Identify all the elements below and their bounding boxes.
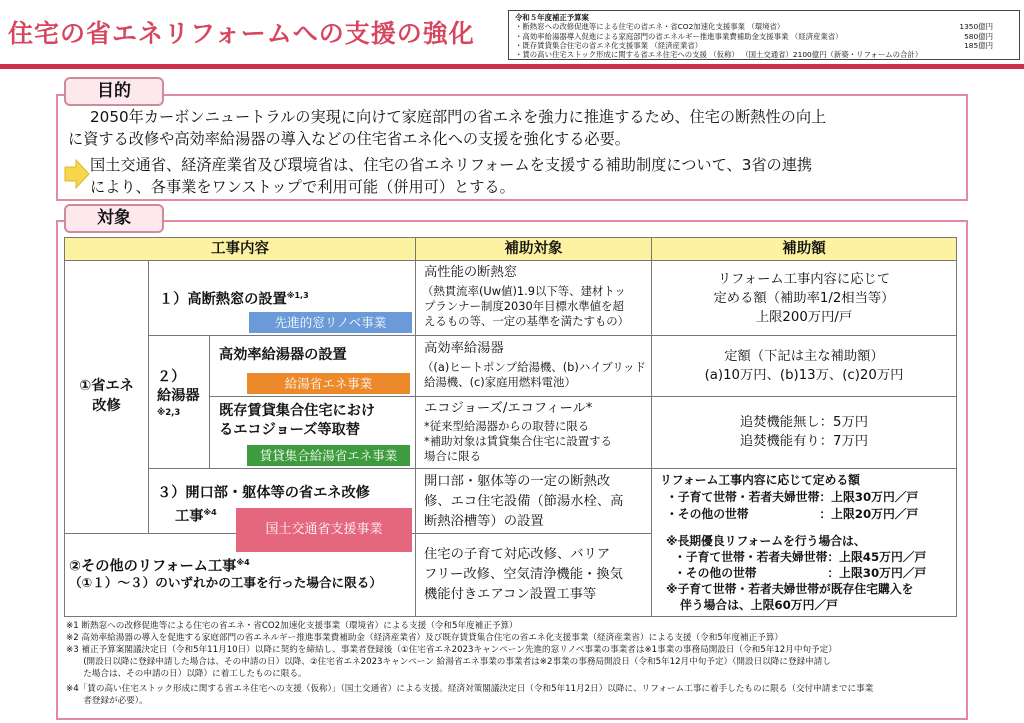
amount-text: ・その他の世帯 ：上限30万円／戸	[674, 566, 927, 580]
header-amount: 補助額	[651, 237, 957, 261]
budget-box	[508, 10, 1020, 60]
amount-text: 定める額（補助率1/2相当等）	[713, 291, 895, 306]
item2a-title: 高効率給湯器の設置	[219, 347, 347, 363]
item2a-target-cell	[415, 335, 652, 397]
purpose-text: 2050年カーボンニュートラルの実現に向けて家庭部門の省エネを強力に推進するため、住宅の断熱性の向上	[90, 108, 827, 126]
program-tag-window: 先進的窓リノベ事業	[249, 312, 412, 333]
row-label-line: ①省エネ	[79, 378, 134, 394]
item3-sup: ※4	[203, 508, 217, 517]
amount-text: 追焚機能有り：7万円	[739, 434, 869, 449]
item2-num: ２）	[157, 369, 186, 385]
footnote: 者登録が必要）。	[66, 696, 148, 706]
footnote: ※3 補正予算案閣議決定日（令和5年11月10日）以降に契約を締結し、事業者登録後（①住宅省エネ2023キャンペーン先進的窓リノベ事業の事業者は※1事業の事務局開設日（令和5年12月中旬予定）	[66, 645, 837, 655]
item4-target-cell	[415, 533, 652, 617]
amount-text: ・子育て世帯・若者夫婦世帯：上限45万円／戸	[674, 550, 927, 564]
item3-title: ３）開口部・躯体等の省エネ改修	[157, 485, 370, 501]
item2-label-cell	[148, 335, 210, 469]
item4-subtitle: （①１）～３）のいずれかの工事を行った場合に限る）	[69, 575, 382, 590]
target-text: 修、エコ住宅設備（節湯水栓、高	[424, 494, 624, 509]
target-text: フリー改修、空気清浄機能・換気	[424, 567, 623, 582]
footnote: た場合は、その申請の日）以降）に着工したものに限る。	[66, 669, 307, 679]
purpose-text: により、各事業をワンストップで利用可能（併用可）とする。	[90, 178, 515, 196]
amount-text: ・子育て世帯・若者夫婦世帯：上限30万円／戸	[666, 490, 919, 504]
budget-header: 令和５年度補正予算案	[515, 13, 589, 22]
page-title: 住宅の省エネリフォームへの支援の強化	[8, 19, 475, 48]
budget-line	[515, 50, 1013, 59]
item2b-title: 既存賃貸集合住宅におけ	[219, 403, 376, 419]
target-text: 機能付きエアコン設置工事等	[424, 587, 597, 602]
item4-sup: ※4	[236, 558, 250, 567]
target-text: えるもの等、一定の基準を満たすもの）	[424, 314, 630, 328]
amount-text: (a)10万円、(b)13万、(c)20万円	[704, 368, 904, 383]
budget-line-text: ・既存賃貸集合住宅の省エネ化支援事業 （経済産業省）	[515, 40, 703, 50]
purpose-text: 国土交通省、経済産業省及び環境省は、住宅の省エネリフォームを支援する補助制度について、3省の連携	[90, 156, 813, 174]
amount-text: リフォーム工事内容に応じて	[717, 272, 891, 287]
program-tag-mlit: 国土交通省支援事業	[236, 508, 412, 552]
item1-title	[159, 287, 309, 309]
purpose-text: に資する改修や高効率給湯器の導入などの住宅省エネ化への支援を強化する必要。	[68, 130, 630, 148]
budget-line-text: ・賃の高い住宅ストック形成に関する省エネ住宅への支援 （仮称） （国土交通省）2100億円（新築・リフォームの合計）	[515, 50, 923, 60]
item2-label: 給湯器	[157, 388, 200, 404]
amount-text: ※子育て世帯・若者夫婦世帯が既存住宅購入を	[666, 582, 914, 596]
budget-line-text: ・高効率給湯器導入促進による家庭部門の省エネルギー推進事業費補助金支援事業 （経済産業省）	[515, 31, 843, 41]
item1-sup: ※1,3	[286, 291, 309, 300]
item1-work-cell	[148, 260, 416, 336]
footnote: (開設日以降に登録申請した場合は、その申請の日）以降、②住宅省エネ2023キャンペーン 給湯省エネ事業の事業者は※2事業の事務局開設日（令和5年12月中旬予定）（開設日以降に登録申請し	[66, 657, 831, 667]
item1-title-text: １）高断熱窓の設置	[159, 291, 287, 308]
amount-text: 上限200万円/戸	[755, 310, 853, 325]
row-label-energy	[64, 260, 149, 534]
row-label-line: 改修	[92, 398, 121, 414]
target-text: エコジョーズ/エコフィール*	[424, 401, 593, 416]
purpose-label: 目的	[64, 77, 164, 106]
budget-line-amount: 1350億円	[959, 22, 993, 32]
target-text: 高性能の断熱窓	[424, 265, 518, 280]
target-text: （熱貫流率(Uw値)1.9以下等、建材トッ	[422, 284, 626, 298]
amount-text: 定額（下記は主な補助額）	[724, 349, 884, 364]
item3-title	[175, 504, 217, 526]
target-text: *補助対象は賃貸集合住宅に設置する	[424, 434, 612, 448]
target-text: 断熱浴槽等）の設置	[424, 514, 544, 529]
item34-amount-cell	[651, 468, 957, 617]
item2b-title: るエコジョーズ等取替	[219, 422, 360, 438]
budget-line-text: ・断熱窓への改修促進等による住宅の省エネ・省CO2加速化支援事業 （環境省）	[515, 22, 785, 32]
target-text: （(a)ヒートポンプ給湯機、(b)ハイブリッド	[422, 360, 646, 374]
target-label: 対象	[64, 204, 164, 233]
item3-title-text: 工事	[175, 508, 204, 525]
header-work: 工事内容	[64, 237, 416, 261]
item1-target-cell	[415, 260, 652, 336]
target-text: 高効率給湯器	[424, 341, 504, 356]
budget-line	[515, 22, 1013, 31]
program-tag-water-heater: 給湯省エネ事業	[247, 373, 410, 394]
header-target: 補助対象	[415, 237, 652, 261]
budget-line	[515, 41, 1013, 50]
amount-text: 伴う場合は、上限60万円／戸	[680, 598, 838, 612]
item2a-amount-cell	[651, 335, 957, 397]
purpose-box	[56, 94, 968, 201]
target-text: 給湯機、(c)家庭用燃料電池）	[424, 375, 576, 389]
budget-line	[515, 32, 1013, 41]
amount-text: 追焚機能無し：5万円	[739, 415, 869, 430]
amount-text: ※長期優良リフォームを行う場合は、	[666, 534, 866, 548]
footnote: ※1 断熱窓への改修促進等による住宅の省エネ・省CO2加速化支援事業（環境省）による支援（令和5年度補正予算）	[66, 621, 518, 631]
target-text: プランナー制度2030年目標水準値を超	[424, 299, 624, 313]
target-text: 開口部・躯体等の一定の断熱改	[424, 474, 611, 489]
item2b-target-cell	[415, 396, 652, 469]
item2b-work-cell	[209, 396, 416, 469]
footnote: ※2 高効率給湯器の導入を促進する家庭部門の省エネルギー推進事業費補助金（経済産業省）及び既存賃貸集合住宅の省エネ化支援事業（経済産業省）による支援（令和5年度補正予算）	[66, 633, 783, 643]
item3-target-cell	[415, 468, 652, 534]
item2-sup: ※2,3	[157, 408, 181, 418]
title-rule	[0, 64, 1024, 69]
item4-title	[69, 554, 250, 576]
budget-line-amount: 580億円	[964, 31, 993, 41]
arrow-right-icon	[64, 158, 90, 190]
amount-text: ・その他の世帯 ：上限20万円／戸	[666, 507, 919, 521]
target-text: 住宅の子育て対応改修、バリア	[424, 547, 611, 562]
item4-title-text: ②その他のリフォーム工事	[69, 558, 237, 575]
item2b-amount-cell	[651, 396, 957, 469]
item2a-work-cell	[209, 335, 416, 397]
target-text: *従来型給湯器からの取替に限る	[424, 419, 590, 433]
target-text: 場合に限る	[424, 449, 481, 463]
program-tag-rental: 賃貸集合給湯省エネ事業	[247, 445, 410, 466]
item1-amount-cell	[651, 260, 957, 336]
budget-line-amount: 185億円	[964, 40, 993, 50]
amount-text: リフォーム工事内容に応じて定める額	[660, 473, 860, 487]
footnote: ※4「賃の高い住宅ストック形成に関する省エネ住宅への支援（仮称）」（国土交通省）による支援。経済対策閣議決定日（令和5年11月2日）以降に、リフォーム工事に着手したものに限る（交付申請までに事業	[66, 684, 874, 694]
